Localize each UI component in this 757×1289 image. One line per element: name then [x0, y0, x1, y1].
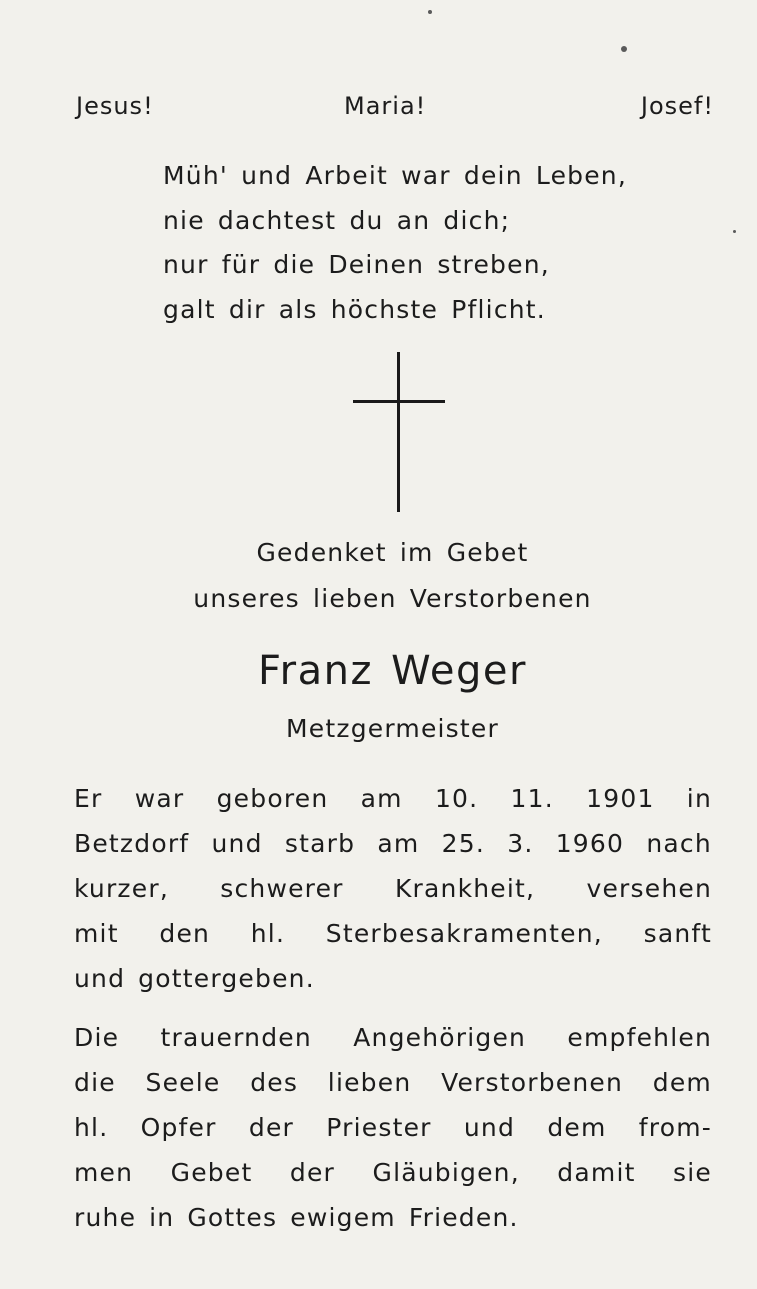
- word: Seele: [145, 1068, 221, 1097]
- name-josef: Josef!: [640, 92, 714, 120]
- word: den: [159, 919, 211, 948]
- paragraph-line: [74, 866, 712, 911]
- holy-family-names: [76, 92, 714, 126]
- family-paragraph: [74, 1015, 712, 1240]
- word: dem: [652, 1068, 712, 1097]
- word: Frieden.: [408, 1203, 519, 1232]
- word: geboren: [216, 784, 329, 813]
- word: die: [74, 1068, 116, 1097]
- word: war: [134, 784, 185, 813]
- word: in: [686, 784, 712, 813]
- word: Opfer: [140, 1113, 217, 1142]
- paper-speck: [733, 230, 736, 233]
- paragraph-line: [74, 1015, 712, 1060]
- word: kurzer,: [74, 874, 169, 903]
- memorial-verse: [163, 154, 723, 332]
- word: sanft: [643, 919, 712, 948]
- word: des: [250, 1068, 299, 1097]
- word: dem: [547, 1113, 607, 1142]
- verse-line: Müh' und Arbeit war dein Leben,: [163, 161, 627, 190]
- paragraph-line: [74, 1150, 712, 1195]
- word: men: [74, 1158, 134, 1187]
- word: ruhe: [74, 1203, 137, 1232]
- word: und: [74, 964, 126, 993]
- word: ewigem: [290, 1203, 396, 1232]
- name-jesus: Jesus!: [76, 92, 154, 120]
- word: Gebet: [170, 1158, 253, 1187]
- verse-line: nie dachtest du an dich;: [163, 205, 511, 235]
- word: in: [149, 1203, 175, 1232]
- word: hl.: [74, 1113, 109, 1142]
- word: 1901: [586, 784, 655, 813]
- biography-paragraph: [74, 776, 712, 1001]
- word: gottergeben.: [138, 964, 315, 993]
- word: Gläubigen,: [372, 1158, 520, 1187]
- word: Er: [74, 784, 103, 813]
- verse-line: galt dir als höchste Pflicht.: [163, 294, 546, 324]
- word: lieben: [327, 1068, 412, 1097]
- word: Die: [74, 1023, 120, 1052]
- word: Gottes: [187, 1203, 278, 1232]
- word: Sterbesakramenten,: [325, 919, 603, 948]
- word: der: [289, 1158, 336, 1187]
- cross-horizontal-bar: [353, 400, 445, 403]
- paragraph-line: [74, 1060, 712, 1105]
- prayer-line-1: Gedenket im Gebet: [256, 538, 529, 567]
- word: sie: [673, 1158, 712, 1187]
- paragraph-line: [74, 956, 712, 1001]
- word: 10.: [434, 784, 479, 813]
- word: Verstorbenen: [441, 1068, 624, 1097]
- paper-speck: [621, 46, 627, 52]
- word: am: [377, 829, 420, 858]
- word: nach: [646, 829, 712, 858]
- word: 3.: [507, 829, 534, 858]
- word: der: [248, 1113, 295, 1142]
- word: versehen: [586, 874, 712, 903]
- name-maria: Maria!: [344, 92, 427, 120]
- paragraph-line: [74, 1105, 712, 1150]
- word: schwerer: [220, 874, 344, 903]
- paragraph-line: [74, 1195, 712, 1240]
- word: trauernden: [160, 1023, 312, 1052]
- word: Angehörigen: [353, 1023, 527, 1052]
- paragraph-line: [74, 821, 712, 866]
- paper-speck: [428, 10, 432, 14]
- word: empfehlen: [567, 1023, 712, 1052]
- word: Priester: [326, 1113, 432, 1142]
- deceased-profession: Metzgermeister: [286, 714, 499, 743]
- word: Krankheit,: [394, 874, 536, 903]
- word: und: [211, 829, 263, 858]
- deceased-name: Franz Weger: [258, 648, 527, 694]
- word: 1960: [555, 829, 625, 858]
- paragraph-line: [74, 776, 712, 821]
- word: am: [360, 784, 403, 813]
- word: und: [463, 1113, 516, 1142]
- paragraph-line: [74, 911, 712, 956]
- cross-vertical-bar: [397, 352, 400, 512]
- word: 11.: [510, 784, 554, 813]
- word: damit: [557, 1158, 636, 1187]
- verse-line: nur für die Deinen streben,: [163, 250, 550, 279]
- word: Betzdorf: [74, 829, 190, 858]
- word: mit: [74, 919, 119, 948]
- word: 25.: [441, 829, 486, 858]
- prayer-line-2: unseres lieben Verstorbenen: [193, 584, 592, 613]
- word: from-: [638, 1113, 712, 1142]
- word: hl.: [250, 919, 286, 948]
- word: starb: [284, 829, 356, 858]
